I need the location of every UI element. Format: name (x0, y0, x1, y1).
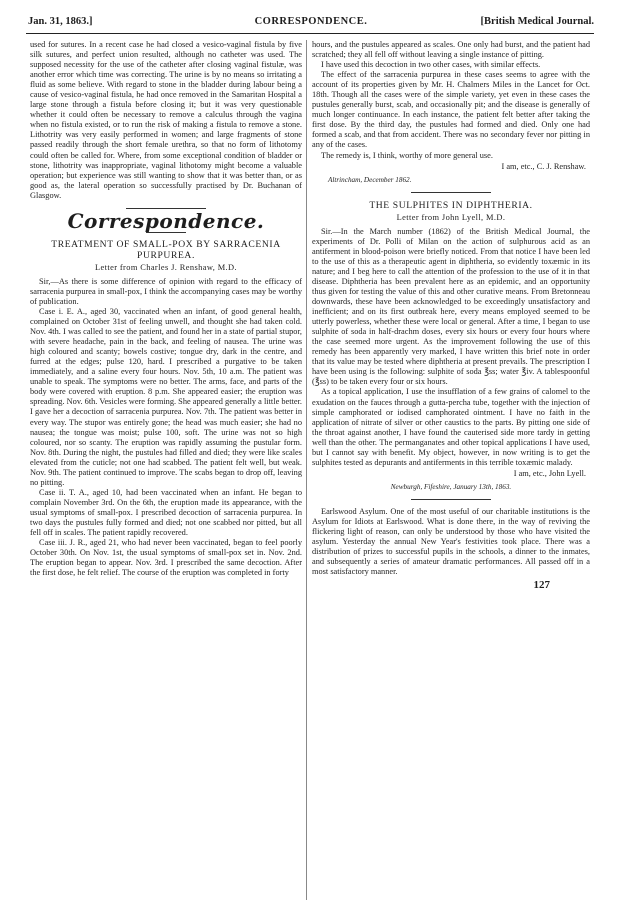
article-title: TREATMENT OF SMALL-POX BY SARRACENIA PURPUREA. (51, 238, 281, 261)
section-heading: Correspondence. (67, 208, 265, 233)
header-section: CORRESPONDENCE. (254, 16, 368, 27)
right-column (312, 40, 590, 590)
paragraph: I have used this decoction in two other cases, with similar effects. (321, 60, 541, 70)
signature: I am, etc., John Lyell. (513, 468, 586, 478)
article-title: THE SULPHITES IN DIPHTHERIA. (369, 199, 533, 211)
column-divider (306, 40, 307, 900)
header-date: Jan. 31, 1863.] (28, 16, 93, 27)
paragraph: Sir,—As there is some difference of opinion with regard to the efficacy of sarracenia purpurea in small-pox, I think the accompanying cases may be worthy of publication. (30, 276, 302, 306)
left-column (30, 40, 302, 578)
running-header (28, 16, 594, 32)
section-divider (411, 192, 491, 193)
paragraph: Case i. E. A., aged 30, vaccinated when an infant, of good general health, complained on October 31st of feeling unwell, and thought she had taken cold. Nov. 4th. I was called to see the patient, and found her in a state of partial stupor, with severe headache, pain in the back, and feeling of nausea. The urine was high coloured and scanty; bowels costive; tongue dry, dark in the centre, and furred at the edges; pulse 120, hard. I prescribed a purgative to be taken immediately, and a saline every four hours. Nov. 5th, 10 a.m. The patient was unable to speak. The symptoms were no better. The arms, face, and parts of the body were covered with eruption. 8 p.m. She appeared easier; the eruption was spreading. Nov. 6th. Vesicles were forming. She appeared generally a little better. I gave her a decoction of sarracenia purpurea. Nov. 7th. The patient was better in every way. The stupor was entirely gone; the head was much easier; she had no nausea; the tongue was moist; pulse 100, soft. The urine was not so high coloured, nor so scanty. The eruption was rapidly assuming the pustular form. Nov. 8th. During the night, the pustules had filled and died; they were like scales elevated from the cuticle; not one had scabbed. The patient felt well, but weak. Nov. 9th. The patient continued to improve. The scabs began to drop off, leaving no pitting. (30, 306, 302, 487)
paragraph: used for sutures. In a recent case he had closed a vesico-vaginal fistula by five silk sutures, and perfect union resulted, although no catheter was used. The supposed necessity for the use of the catheter after closing vaginal fistulæ, was another error which time was correcting. The urine is by no means so irritating a fluid as some believe. With regard to stone in the bladder during labour being a cause of vesico-vaginal fistula, he had once removed in the Samaritan Hospital a large stone through a fistula before closing it; but it was very questionable whether it could often be necessary to remove a calculus through the vagina when no fistula existed, or to run the risk of making a fistula to remove a stone. Lithotrity was very easily performed in women; and large fragments of stone passed readily through the short female urethra, so that no form of lithotomy could often be called for. Where, from some exceptional condition of bladder or stone, lithotrity was inappropriate, vaginal lithotomy might become a valuable operation; but experience was still wanting to show that it was better than, or as good as, the lateral operation so successfully practised by Dr. Buchanan of Glasgow. (30, 40, 302, 200)
paragraph: Case iii. J. R., aged 21, who had never been vaccinated, began to feel poorly October 30th. On Nov. 1st, the usual symptoms of small-pox set in. Nov. 2nd. The eruption began to appear. Nov. 3rd. I prescribed the same decoction. After the first dose, he felt relief. The course of the eruption was completed in forty (30, 538, 302, 578)
paragraph: Earlswood Asylum. One of the most useful of our charitable institutions is the Asylum for Idiots at Earlswood. What is done there, in the way of reviving the flickering light of reason, can only be understood by those who have visited the asylum. Yesterday the annual New Year's festivities took place. There was a distribution of prizes to successful pupils in the schools, a dinner to the inmates, and subsequently a series of amateur dramatic performances. All passed off in a most satisfactory manner. (312, 506, 590, 577)
article-byline: Letter from Charles J. Renshaw, M.D. (94, 262, 237, 272)
paragraph: As a topical application, I use the insufflation of a few grains of calomel to the exudation on the fauces through a gutta-percha tube, together with the injection of simple camphorated or iodised camphorated ointment. I have no faith in the application of nitrate of silver or other caustics to the parts. By pitting one side of the throat against another, I have found the cauterised side more tardy in getting well than the other. The permanganates and other topical applications I have used, but I cannot say with benefit. My object, however, in now writing is to get the sulphites tested as depurants and antiferments in this terrible toxæmic malady. (312, 387, 590, 467)
article-byline: Letter from John Lyell, M.D. (396, 212, 506, 222)
signature: I am, etc., C. J. Renshaw. (501, 161, 586, 171)
paragraph: The effect of the sarracenia purpurea in these cases seems to agree with the account of its properties given by Mr. H. Chalmers Miles in the Lancet for Oct. 18th. Though all the cases were of the simple variety, yet even in these cases the pustules generally burst, scab, and occasionally pit; and the disease is generally of much longer continuance. In each instance, the patient felt better after taking the first dose. By the third day, the pustules had formed and died. Only one had formed a scab, and that from accident. There was no secondary fever nor pitting in any of the cases. (312, 70, 590, 150)
paragraph: Case ii. T. A., aged 10, had been vaccinated when an infant. He began to complain November 3rd. On the 6th, the eruption made its appearance, with the usual symptoms of small-pox. I prescribed decoction of sarracenia purpurea. In two days the pustules fully formed and died; not one scabbed nor pitted, but all fell off in scales. The patient rapidly recovered. (30, 487, 302, 538)
header-journal: [British Medical Journal. (480, 16, 594, 27)
section-divider (411, 499, 491, 500)
page-number: 127 (533, 579, 550, 592)
paragraph: The remedy is, I think, worthy of more general use. (321, 150, 493, 160)
paragraph: Sir.—In the March number (1862) of the British Medical Journal, the experiments of Dr. Polli of Milan on the action of sulphurous acid as an antiferment in blood-poison were briefly noticed. From that notice I have been led to the use of this as a therapeutic agent in diphtheria, so evidently toxæmic in its nature; and I beg here to call the attention of the profession to the use of it in that disease. Diphtheria has been prevalent here as an epidemic, and an opportunity thus given for testing the value of this and other curative means. From Bretonneau downwards, these have been acknowledged to be exceedingly unsatisfactory and inefficient; and on its first outbreak here, every means employed seemed to be utterly powerless, whether these were local or general. After a time, I began to use sulphite of soda in half-drachm doses, every six hours or every four hours where the case seemed more urgent. As the improvement following the use of this remedy has been apparently very marked, I have written this brief note in order that its value may be tested where diphtheria at present prevails. The prescription I have been using is the following: sulphite of soda ℥ss; water ℥iv. A tablespoonful (℥ss) to be taken every four or six hours. (312, 226, 590, 387)
header-rule (26, 33, 594, 34)
dateline: Newburgh, Fifeshire, January 13th, 1863. (390, 482, 512, 491)
dateline: Altrincham, December 1862. (328, 175, 412, 184)
paragraph: hours, and the pustules appeared as scales. One only had burst, and the patient had scratched; they all fell off without leaving a single instance of pitting. (312, 40, 590, 60)
